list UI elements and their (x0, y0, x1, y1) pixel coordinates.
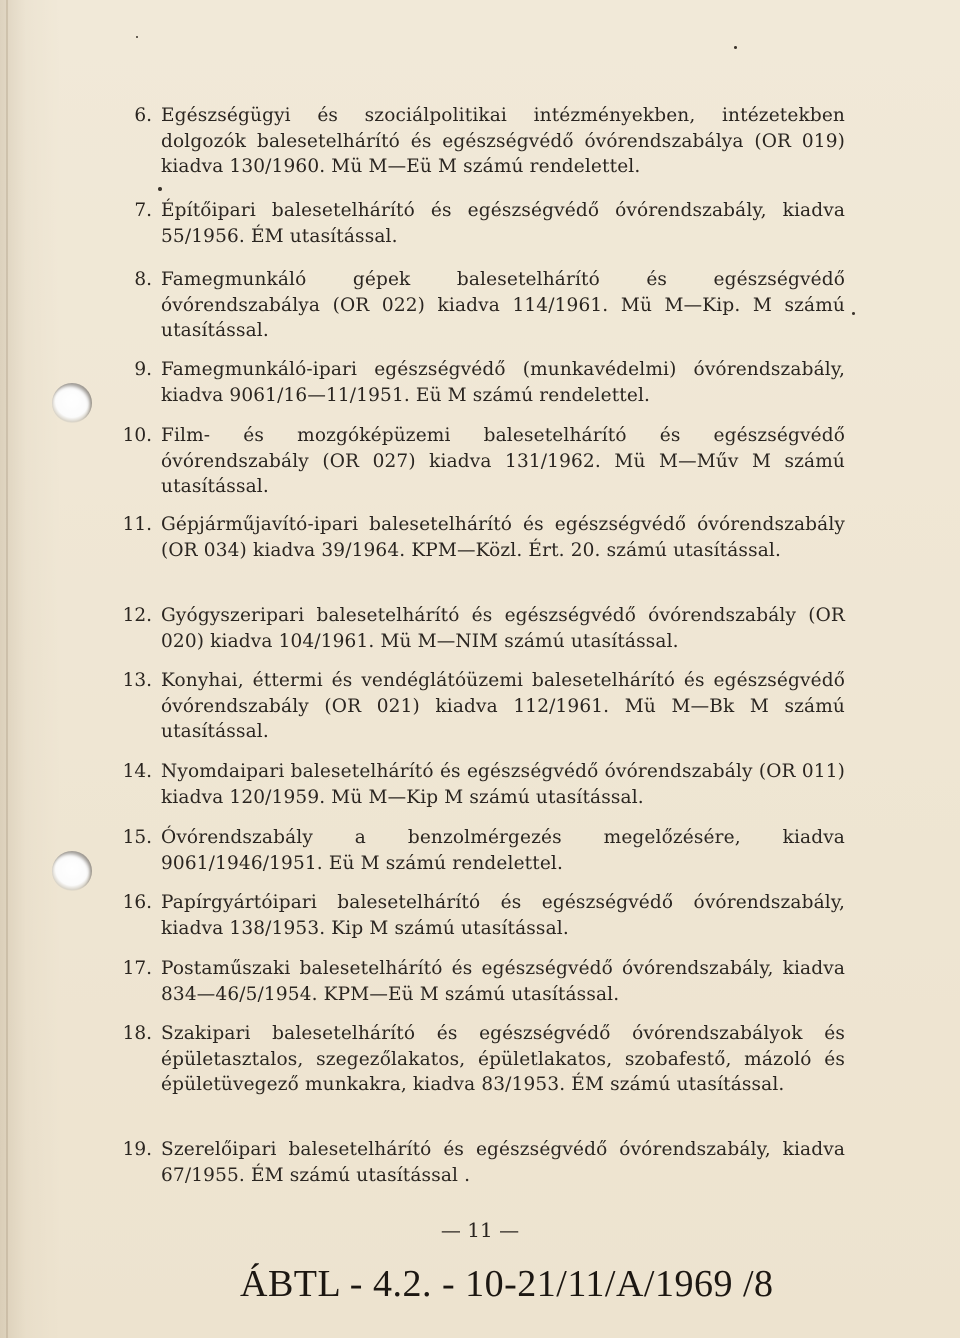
paper-speck (852, 312, 855, 315)
paper-speck (136, 36, 138, 38)
item-text: Famegmunkáló gépek balesetelhárító és egészségvédő óvórendszabálya (OR 022) kiadva 114/1961. Mü M—Kip. M számú utasítással. (161, 269, 845, 341)
item-text: Gyógyszeripari balesetelhárító és egészségvédő óvórendszabály (OR 020) kiadva 104/1961. Mü M—NIM számú utasítással. (161, 605, 845, 652)
item-text: Építőipari balesetelhárító és egészségvédő óvórendszabály, kiadva 55/1956. ÉM utasítással. (161, 200, 845, 247)
paper-speck (734, 46, 737, 49)
item-number: 16. (122, 892, 152, 913)
page-number: — 11 — (440, 1218, 520, 1242)
item-text: Papírgyártóipari balesetelhárító és egészségvédő óvórendszabály, kiadva 138/1953. Kip M számú utasítással. (161, 892, 845, 939)
item-text: Gépjárműjavító-ipari balesetelhárító és egészségvédő óvórendszabály (OR 034) kiadva 39/1964. KPM—Közl. Ért. 20. számú utasítással. (161, 514, 845, 561)
item-number: 8. (134, 269, 152, 290)
item-number: 17. (122, 958, 152, 979)
archive-reference-stamp: ÁBTL - 4.2. - 10-21/11/A/1969 /8 (240, 1263, 774, 1305)
item-number: 11. (122, 514, 152, 535)
item-text: Óvórendszabály a benzolmérgezés megelőzésére, kiadva 9061/1946/1951. Eü M számú rendelettel. (161, 827, 845, 874)
item-text: Egészségügyi és szociálpolitikai intézményekben, intézetekben dolgozók balesetelhárító és egészségvédő óvórendszabálya (OR 019) kiadva 130/1960. Mü M—Eü M számú rendelettel. (161, 105, 845, 177)
item-text: Konyhai, éttermi és vendéglátóüzemi balesetelhárító és egészségvédő óvórendszabály (OR 021) kiadva 112/1961. Mü M—Bk M számú utasítással. (161, 670, 845, 742)
item-number: 15. (122, 827, 152, 848)
item-number: 9. (134, 359, 152, 380)
punch-hole (52, 383, 92, 423)
item-text: Nyomdaipari balesetelhárító és egészségvédő óvórendszabály (OR 011) kiadva 120/1959. Mü M—Kip M számú utasítással. (161, 761, 845, 808)
item-number: 6. (134, 105, 152, 126)
paper-speck (158, 187, 162, 191)
punch-hole (52, 851, 92, 891)
item-number: 19. (122, 1139, 152, 1160)
item-number: 14. (122, 761, 152, 782)
page-edge-shadow (6, 0, 8, 1338)
item-number: 18. (122, 1023, 152, 1044)
item-number: 7. (134, 200, 152, 221)
item-text: Film- és mozgóképüzemi balesetelhárító és egészségvédő óvórendszabály (OR 027) kiadva 131/1962. Mü M—Műv M számú utasítással. (161, 425, 845, 497)
item-text: Szerelőipari balesetelhárító és egészségvédő óvórendszabály, kiadva 67/1955. ÉM számú utasítással . (161, 1139, 845, 1186)
item-number: 13. (122, 670, 152, 691)
item-text: Szakipari balesetelhárító és egészségvédő óvórendszabályok és épületasztalos, szegezőlakatos, épületlakatos, szobafestő, mázoló és épületüvegező munkakra, kiadva 83/1953. ÉM számú utasítással. (161, 1023, 845, 1095)
item-text: Postaműszaki balesetelhárító és egészségvédő óvórendszabály, kiadva 834—46/5/1954. KPM—Eü M számú utasítással. (161, 958, 845, 1005)
item-text: Famegmunkáló-ipari egészségvédő (munkavédelmi) óvórendszabály, kiadva 9061/16—11/1951. Eü M számú rendelettel. (161, 359, 845, 406)
item-number: 12. (122, 605, 152, 626)
item-number: 10. (122, 425, 152, 446)
